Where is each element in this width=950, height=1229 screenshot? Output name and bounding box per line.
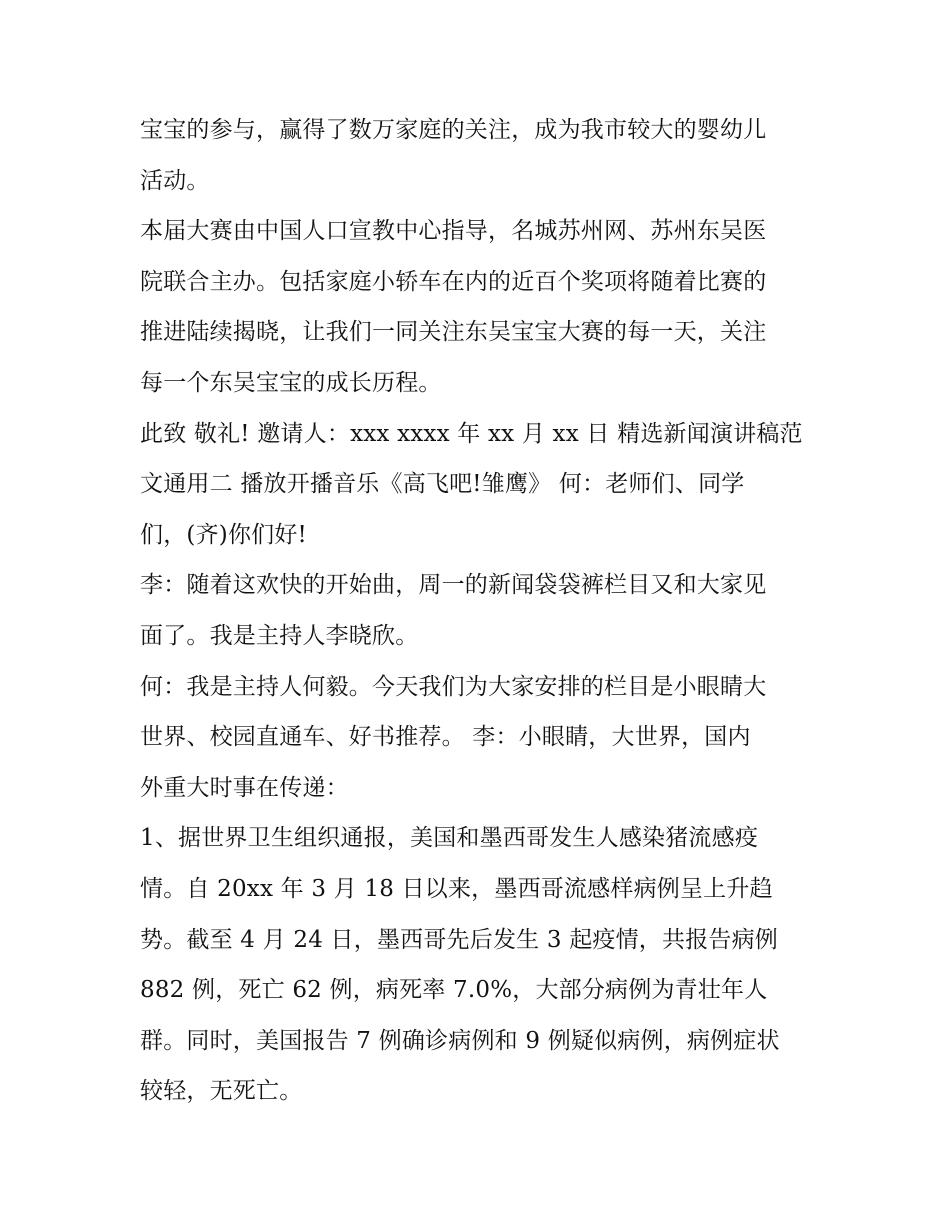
text-line: 文通用二 播放开播音乐《高飞吧!雏鹰》 何：老师们、同学 — [140, 471, 745, 498]
text-line: 何：我是主持人何毅。今天我们为大家安排的栏目是小眼睛大 — [140, 673, 767, 700]
text-line: 每一个东吴宝宝的成长历程。 — [140, 369, 442, 396]
document-body — [140, 105, 820, 1117]
text-line: 本届大赛由中国人口宣教中心指导，名城苏州网、苏州东吴医 — [140, 218, 767, 245]
text-line: 882 例，死亡 62 例，病死率 7.0%，大部分病例为青壮年人 — [140, 977, 768, 1004]
text-line: 推进陆续揭晓，让我们一同关注东吴宝宝大赛的每一天，关注 — [140, 319, 767, 346]
text-line: 们，(齐)你们好! — [140, 521, 307, 548]
text-line: 宝宝的参与，赢得了数万家庭的关注，成为我市较大的婴幼儿 — [140, 117, 767, 143]
text-line: 此致 敬礼! 邀请人：xxx xxxx 年 xx 月 xx 日 精选新闻演讲稿范 — [140, 420, 803, 447]
text-line: 外重大时事在传递： — [140, 774, 349, 801]
text-line: 活动。 — [140, 167, 210, 194]
text-line: 院联合主办。包括家庭小轿车在内的近百个奖项将随着比赛的 — [140, 268, 767, 295]
text-line: 势。截至 4 月 24 日，墨西哥先后发生 3 起疫情，共报告病例 — [140, 926, 778, 953]
text-line: 1、据世界卫生组织通报，美国和墨西哥发生人感染猪流感疫 — [140, 825, 759, 852]
text-line: 世界、校园直通车、好书推荐。 李：小眼睛，大世界，国内 — [140, 724, 751, 751]
text-line: 群。同时，美国报告 7 例确诊病例和 9 例疑似病例，病例症状 — [140, 1027, 780, 1054]
text-line: 面了。我是主持人李晓欣。 — [140, 622, 419, 649]
text-line: 较轻，无死亡。 — [140, 1078, 303, 1105]
text-line: 李：随着这欢快的开始曲，周一的新闻袋袋裤栏目又和大家见 — [140, 572, 767, 599]
text-line: 情。自 20xx 年 3 月 18 日以来，墨西哥流感样病例呈上升趋 — [140, 875, 773, 902]
